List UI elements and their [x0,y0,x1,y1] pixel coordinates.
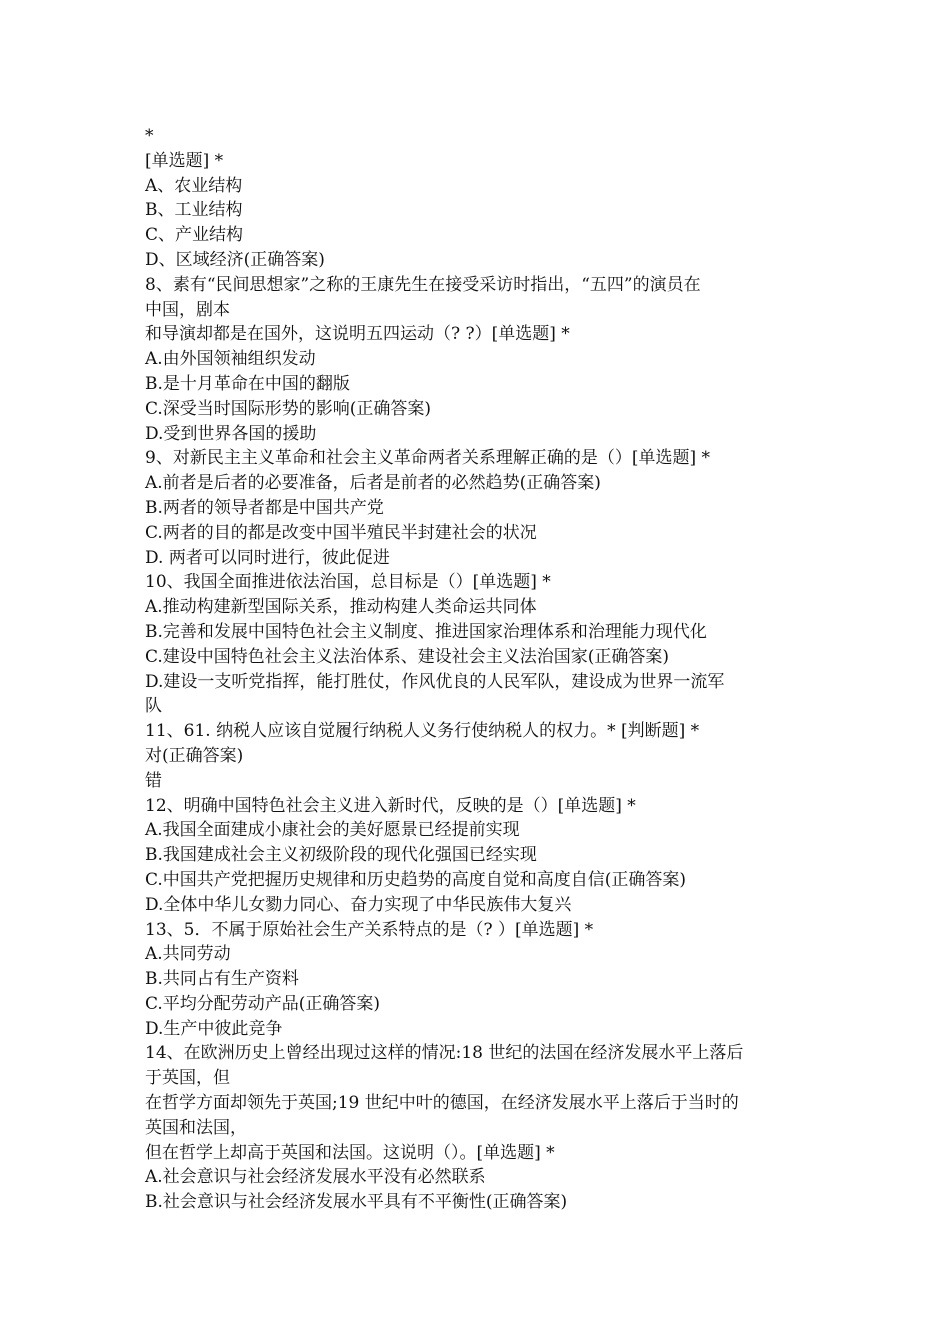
option-b: B.共同占有生产资料 [145,969,299,990]
option-c: C.两者的目的都是改变中国半殖民半封建社会的状况 [145,522,537,543]
option-b: B.社会意识与社会经济发展水平具有不平衡性(正确答案) [145,1192,568,1213]
question-8-text: 中国，剧本 [145,299,230,320]
option-d: D. 两者可以同时进行，彼此促进 [145,547,390,568]
option-b: B.两者的领导者都是中国共产党 [145,497,384,518]
question-14-text: 于英国，但 [145,1068,230,1089]
question-14-text: 英国和法国， [145,1117,247,1138]
option-c: C、产业结构 [145,225,244,246]
question-12-text: 12、明确中国特色社会主义进入新时代，反映的是（）[单选题] * [145,795,636,816]
option-d: D.全体中华儿女勠力同心、奋力实现了中华民族伟大复兴 [145,894,572,915]
option-a: A.我国全面建成小康社会的美好愿景已经提前实现 [145,820,520,841]
option-a: A.推动构建新型国际关系，推动构建人类命运共同体 [145,597,537,618]
question-14-text: 14、在欧洲历史上曾经出现过这样的情况:18 世纪的法国在经济发展水平上落后 [145,1043,744,1064]
option-b: B、工业结构 [145,200,243,221]
question-11-text: 11、61. 纳税人应该自觉履行纳税人义务行使纳税人的权力。* [判断题] * [145,721,700,742]
option-c: C.中国共产党把握历史规律和历史趋势的高度自觉和高度自信(正确答案) [145,869,687,890]
question-14-text: 在哲学方面却领先于英国;19 世纪中叶的德国，在经济发展水平上落后于当时的 [145,1093,739,1114]
option-true: 对(正确答案) [145,745,244,766]
question-9-text: 9、对新民主主义革命和社会主义革命两者关系理解正确的是（）[单选题] * [145,448,710,469]
question-14-text: 但在哲学上却高于英国和法国。这说明（）。[单选题] * [145,1142,555,1163]
option-a: A.由外国领袖组织发动 [145,349,316,370]
option-false: 错 [145,770,162,791]
question-8-text: 8、素有“民间思想家”之称的王康先生在接受采访时指出，“五四”的演员在 [145,274,701,295]
option-d: D.建设一支听党指挥，能打胜仗，作风优良的人民军队，建设成为世界一流军 [145,671,725,692]
option-d: D、区域经济(正确答案) [145,249,325,270]
text-line: * [145,126,154,146]
question-8-text: 和导演却都是在国外，这说明五四运动（? ?）[单选题] * [145,324,570,345]
question-10-text: 10、我国全面推进依法治国，总目标是（）[单选题] * [145,572,551,593]
option-b: B.是十月革命在中国的翻版 [145,373,350,394]
option-c: C.建设中国特色社会主义法治体系、建设社会主义法治国家(正确答案) [145,646,670,667]
option-a: A.社会意识与社会经济发展水平没有必然联系 [145,1167,486,1188]
option-c: C.平均分配劳动产品(正确答案) [145,993,381,1014]
option-d: D.生产中彼此竞争 [145,1018,283,1039]
option-b: B.我国建成社会主义初级阶段的现代化强国已经实现 [145,845,537,866]
option-a: A.前者是后者的必要准备，后者是前者的必然趋势(正确答案) [145,473,601,494]
option-c: C.深受当时国际形势的影响(正确答案) [145,398,432,419]
option-d: D.受到世界各国的援助 [145,423,317,444]
question-13-text: 13、5．不属于原始社会生产关系特点的是（? ）[单选题] * [145,919,594,940]
option-b: B.完善和发展中国特色社会主义制度、推进国家治理体系和治理能力现代化 [145,621,707,642]
option-a: A、农业结构 [145,175,243,196]
option-a: A.共同劳动 [145,944,231,965]
question-type-label: [单选题] * [145,150,224,171]
option-d: 队 [145,696,162,717]
document-page [145,124,810,1215]
